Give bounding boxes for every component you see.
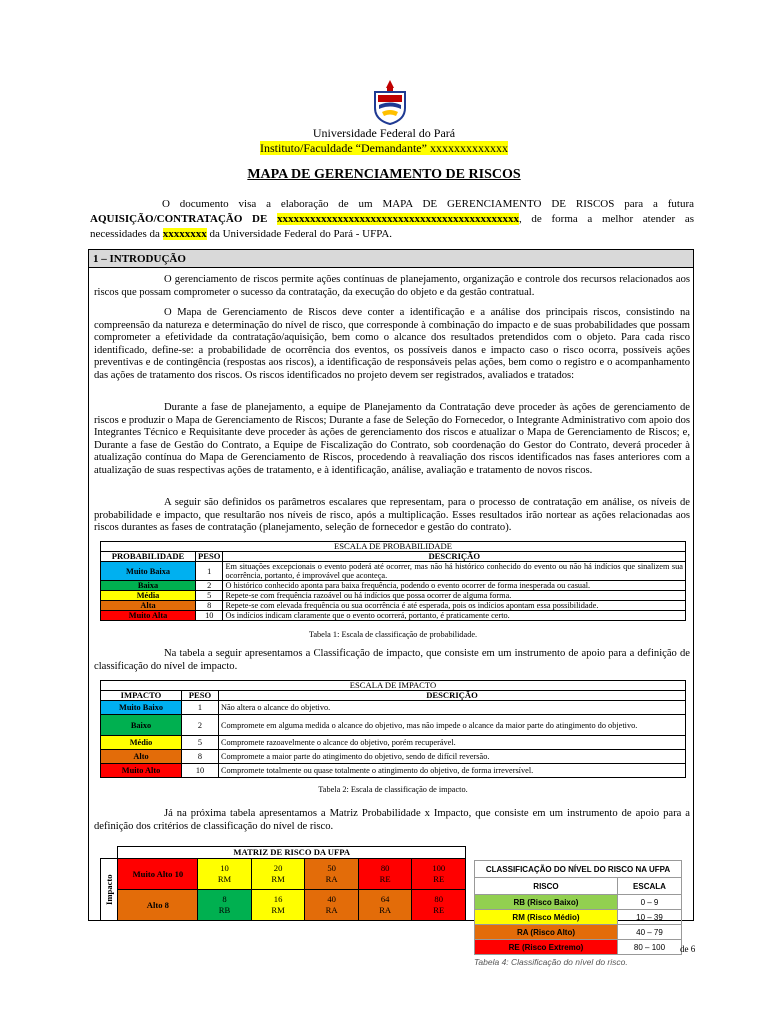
matrix-cell-value: 64 (380, 894, 390, 904)
probability-weight: 1 (196, 562, 223, 581)
risk-class-range: 80 – 100 (617, 940, 681, 955)
matrix-cell-class: RE (433, 874, 445, 884)
probability-weight: 8 (196, 601, 223, 611)
risk-class-title: CLASSIFICAÇÃO DO NÍVEL DO RISCO NA UFPA (475, 861, 682, 878)
probability-desc: Em situações excepcionais o evento poderá até ocorrer, mas não há histórico conhecido do evento ou não há indícios que sinalizem sua ocorrência, portanto, é improvável que aconteça. (223, 562, 686, 581)
impact-level: Alto (101, 750, 182, 764)
impact-weight: 1 (182, 701, 219, 715)
intro-bold-label: AQUISIÇÃO/CONTRATAÇÃO DE (90, 213, 268, 225)
intro-text-2: , de forma a melhor atender as necessidades da (90, 213, 695, 240)
ufpa-logo (370, 78, 410, 126)
university-name: Universidade Federal do Pará (312, 126, 456, 140)
probability-level: Alta (101, 601, 196, 611)
institute-text: Instituto/Faculdade “Demandante” xxxxxxxxxxxxx (260, 141, 508, 155)
impact-header-desc: DESCRIÇÃO (219, 691, 686, 701)
matrix-cell-value: 80 (380, 863, 390, 873)
matrix-cell (412, 890, 466, 921)
paragraph-1: O gerenciamento de riscos permite ações contínuas de planejamento, organização e controle dos recursos relacionados aos riscos que possam comprometer o sucesso da contratação, da execução do objeto e da gestão contratual. (94, 274, 690, 298)
risk-class-header-risk: RISCO (475, 878, 618, 895)
prob-header-desc: DESCRIÇÃO (223, 552, 686, 562)
impact-row (101, 701, 686, 715)
probability-desc: Os indícios indicam claramente que o evento ocorrerá, portanto, é praticamente certo. (223, 611, 686, 621)
matrix-cell-class: RA (325, 874, 338, 884)
document-title: MAPA DE GERENCIAMENTO DE RISCOS (247, 167, 521, 182)
impact-table (100, 680, 686, 778)
probability-row (101, 591, 686, 601)
risk-classification (474, 860, 682, 967)
risk-class-label: RB (Risco Baixo) (475, 895, 618, 910)
section-heading: 1 – INTRODUÇÃO (89, 250, 693, 268)
paragraph-2: O Mapa de Gerenciamento de Riscos deve conter a identificação e a análise dos principais riscos, consistindo na compreensão da natureza e determinação do nível de risco, que corresponde à combinação do impacto e de suas probabilidades que possam comprometer a efetividade da contratação/aquisição, bem como o alcance dos resultados pretendidos com o objeto. Para cada risco identificado, define-se: a probabilidade de ocorrência dos eventos, os possíveis danos e impacto caso o risco ocorra, possíveis ações preventivas e de contingência (respostas aos riscos), a identificação de responsáveis pelas ações, bem como o registro e o acompanhamento das ações de tratamento dos riscos. Os riscos identificados no projeto devem ser registrados, avaliados e tratados: (94, 307, 690, 381)
risk-class-range: 40 – 79 (617, 925, 681, 940)
matrix-cell (251, 890, 305, 921)
matrix-cell (305, 890, 359, 921)
matrix-cell-class: RM (271, 905, 285, 915)
matrix-cell (198, 890, 252, 921)
matrix-cell (198, 859, 252, 890)
impact-weight: 8 (182, 750, 219, 764)
risk-class-row (475, 895, 682, 910)
probability-row (101, 611, 686, 621)
probability-table-caption: Tabela 1: Escala de classificação de probabilidade. (308, 630, 478, 639)
matrix-cell (251, 859, 305, 890)
risk-class-label: RE (Risco Extremo) (475, 940, 618, 955)
risk-class-range: 0 – 9 (617, 895, 681, 910)
risk-class-label: RA (Risco Alto) (475, 925, 618, 940)
impact-row (101, 750, 686, 764)
page-number: de 6 (680, 944, 696, 954)
paragraph-4: A seguir são definidos os parâmetros escalares que representam, para o processo de contratação em análise, os níveis de probabilidade e impacto, que resultarão nos níveis de risco, após a multiplicação. Esses resultados irão nortear as ações relacionadas aos riscos durantes as fases de contratação (planejamento, seleção de fornecedor e gestão do contrato). (94, 497, 690, 534)
probability-level: Muito Alta (101, 611, 196, 621)
impact-level: Muito Alto (101, 764, 182, 778)
impact-table-caption: Tabela 2: Escala de classificação de impacto. (318, 785, 468, 794)
impact-weight: 5 (182, 736, 219, 750)
risk-class-label: RM (Risco Médio) (475, 910, 618, 925)
intro-text-3: da Universidade Federal do Pará - UFPA. (209, 228, 393, 240)
matrix-cell-value: 8 (222, 894, 227, 904)
matrix-cell-value: 16 (273, 894, 283, 904)
matrix-cell-value: 10 (220, 863, 229, 873)
impact-weight: 2 (182, 715, 219, 736)
probability-row (101, 562, 686, 581)
matrix-cell-value: 100 (432, 863, 446, 873)
matrix-cell-class: RE (433, 905, 445, 915)
matrix-cell-class: RM (217, 874, 232, 884)
impact-desc: Compromete razoavelmente o alcance do objetivo, porém recuperável. (219, 736, 686, 750)
risk-class-row (475, 910, 682, 925)
intro-paragraph (90, 197, 694, 242)
probability-desc: Repete-se com frequência razoável ou há indícios que possa ocorrer de alguma forma. (223, 591, 686, 601)
intro-highlight-1: xxxxxxxxxxxxxxxxxxxxxxxxxxxxxxxxxxxxxxxxxxxx (277, 213, 520, 225)
matrix-cell-value: 80 (434, 894, 444, 904)
probability-weight: 2 (196, 581, 223, 591)
impact-row (101, 764, 686, 778)
matrix-cell-value: 50 (327, 863, 336, 873)
matrix-cell-class: RA (325, 905, 338, 915)
prob-header-weight: PESO (196, 552, 223, 562)
impact-row (101, 736, 686, 750)
probability-table (100, 541, 686, 621)
institute-line (0, 141, 768, 156)
matrix-cell-class: RA (379, 905, 392, 915)
probability-weight: 10 (196, 611, 223, 621)
impact-header-level: IMPACTO (101, 691, 182, 701)
intro-text-1: O documento visa a elaboração de um MAPA DE GERENCIAMENTO DE RISCOS para a futura (162, 198, 694, 210)
matrix-cell (305, 859, 359, 890)
paragraph-5: Na tabela a seguir apresentamos a Classificação de impacto, que consiste em um instrumento de apoio para a definição de classificação do nível de impacto. (94, 648, 690, 672)
matrix-cell (358, 859, 412, 890)
impact-desc: Compromete em alguma medida o alcance do objetivo, mas não impede o alcance da maior parte do atingimento do objetivo. (219, 715, 686, 736)
probability-weight: 5 (196, 591, 223, 601)
impact-level: Médio (101, 736, 182, 750)
matrix-cell-class: RB (218, 905, 231, 915)
impact-desc: Compromete totalmente ou quase totalmente o atingimento do objetivo, de forma irreversível. (219, 764, 686, 778)
risk-matrix (100, 846, 466, 921)
probability-table-title: ESCALA DE PROBABILIDADE (101, 542, 686, 552)
impact-level: Muito Baixo (101, 701, 182, 715)
probability-desc: Repete-se com elevada frequência ou sua ocorrência é até esperada, pois os indícios apontam essa possibilidade. (223, 601, 686, 611)
risk-class-header-scale: ESCALA (617, 878, 681, 895)
matrix-cell-value: 40 (327, 894, 336, 904)
probability-level: Muito Baixa (101, 562, 196, 581)
impact-desc: Não altera o alcance do objetivo. (219, 701, 686, 715)
matrix-axis-label: Impacto (101, 859, 118, 921)
impact-level: Baixo (101, 715, 182, 736)
risk-class-range: 10 – 39 (617, 910, 681, 925)
probability-level: Média (101, 591, 196, 601)
probability-row (101, 581, 686, 591)
impact-row (101, 715, 686, 736)
probability-row (101, 601, 686, 611)
matrix-cell (358, 890, 412, 921)
matrix-cell-class: RE (379, 874, 391, 884)
matrix-row-label: Alto 8 (118, 890, 198, 921)
paragraph-6: Já na próxima tabela apresentamos a Matriz Probabilidade x Impacto, que consiste em um instrumento de apoio para a definição dos critérios de classificação do nível de risco. (94, 808, 690, 832)
impact-weight: 10 (182, 764, 219, 778)
matrix-cell (412, 859, 466, 890)
risk-matrix-title: MATRIZ DE RISCO DA UFPA (118, 847, 466, 859)
impact-header-weight: PESO (182, 691, 219, 701)
intro-highlight-2: xxxxxxxx (162, 228, 207, 240)
risk-class-row (475, 925, 682, 940)
probability-level: Baixa (101, 581, 196, 591)
impact-desc: Compromete a maior parte do atingimento do objetivo, sendo de difícil reversão. (219, 750, 686, 764)
matrix-cell-value: 20 (273, 863, 283, 873)
risk-class-row (475, 940, 682, 955)
impact-table-title: ESCALA DE IMPACTO (101, 681, 686, 691)
probability-desc: O histórico conhecido aponta para baixa frequência, podendo o evento ocorrer de forma inesperada ou casual. (223, 581, 686, 591)
matrix-row (101, 890, 466, 921)
matrix-cell-class: RM (271, 874, 285, 884)
risk-class-caption: Tabela 4: Classificação do nível do risco. (474, 957, 628, 967)
prob-header-level: PROBABILIDADE (101, 552, 196, 562)
paragraph-3: Durante a fase de planejamento, a equipe de Planejamento da Contratação deve proceder às ações de gerenciamento de riscos e produzir o Mapa de Gerenciamento de Riscos; Durante a fase de Seleção do Fornecedor, o Integrante Administrativo com apoio dos Integrantes Técnico e Requisitante deve proceder às ações de gerenciamento dos riscos e atualizar o Mapa de Gerenciamento de Riscos; e, Durante a fase de Gestão do Contrato, a Equipe de Fiscalização do Contrato, sob coordenação do Gestor do Contrato, deverá proceder à atualização contínua do Mapa de Gerenciamento de Riscos, procedendo à reavaliação dos riscos identificados nas fases anteriores com a atualização de suas respectivas ações de tratamento, e à identificação, análise, avaliação e tratamento de novos riscos. (94, 402, 690, 476)
matrix-row-label: Muito Alto 10 (118, 859, 198, 890)
matrix-row (101, 859, 466, 890)
